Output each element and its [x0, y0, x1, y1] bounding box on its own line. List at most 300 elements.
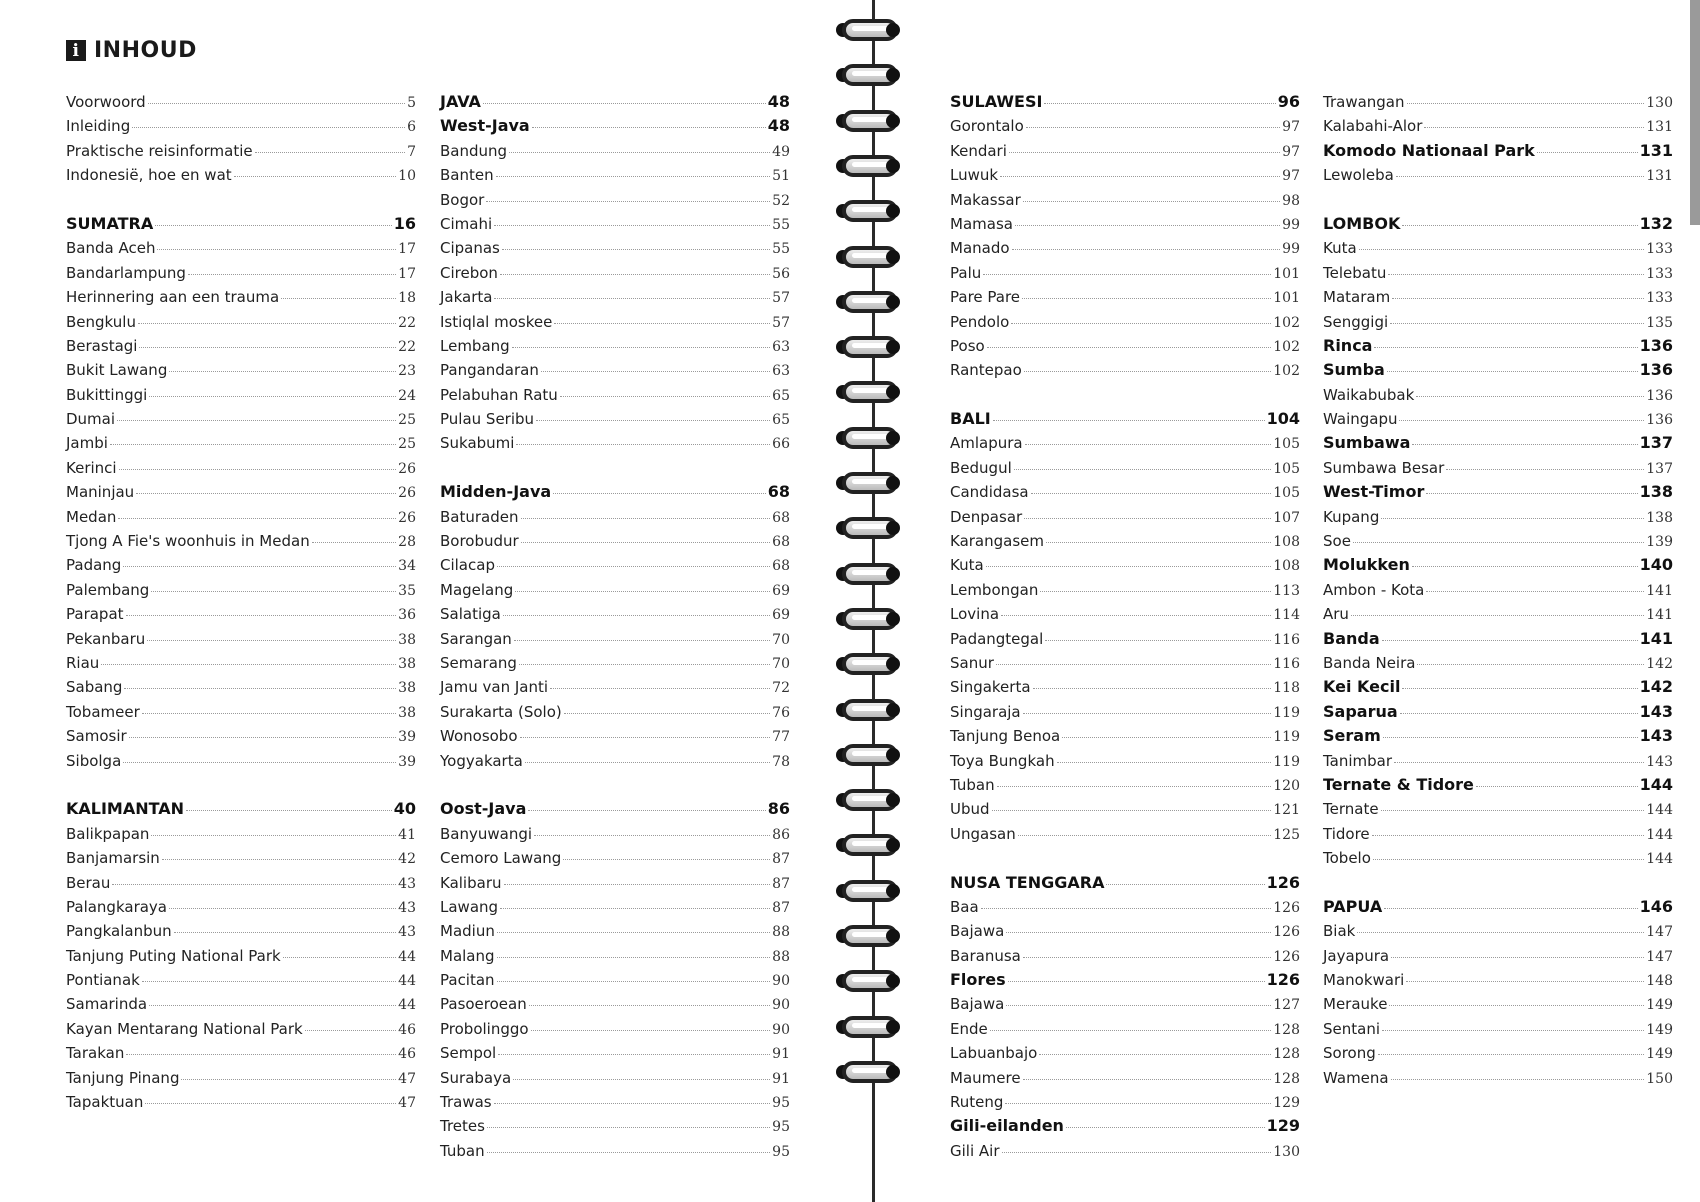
- toc-entry[interactable]: [66, 407, 416, 431]
- toc-entry-title: Kerinci: [66, 458, 117, 477]
- dot-leader: [142, 981, 396, 982]
- dot-leader: [1387, 371, 1638, 372]
- toc-entry[interactable]: [1323, 846, 1673, 870]
- toc-entry[interactable]: [440, 334, 790, 358]
- dot-leader: [169, 908, 396, 909]
- toc-entry-page: 129: [1273, 1095, 1300, 1112]
- toc-entry[interactable]: [66, 919, 416, 943]
- toc-entry[interactable]: [950, 139, 1300, 163]
- toc-entry-title: Pasoeroean: [440, 995, 527, 1014]
- toc-entry-title: Sumbawa: [1323, 433, 1411, 453]
- toc-section-heading[interactable]: [1323, 627, 1673, 651]
- toc-entry[interactable]: [1323, 651, 1673, 675]
- toc-entry-title: Banda: [1323, 628, 1380, 648]
- toc-entry[interactable]: [1323, 919, 1673, 943]
- binding-ring: [836, 199, 908, 225]
- toc-entry[interactable]: [66, 602, 416, 626]
- dot-leader: [1044, 103, 1275, 104]
- toc-section-heading[interactable]: [950, 968, 1300, 992]
- toc-section-heading[interactable]: [1323, 773, 1673, 797]
- toc-entry[interactable]: [440, 895, 790, 919]
- toc-entry[interactable]: [950, 919, 1300, 943]
- toc-entry[interactable]: [950, 334, 1300, 358]
- toc-entry-page: 104: [1266, 409, 1300, 429]
- toc-entry[interactable]: [66, 285, 416, 309]
- toc-entry-page: 121: [1273, 802, 1300, 819]
- toc-entry[interactable]: [66, 651, 416, 675]
- toc-entry-page: 66: [772, 436, 790, 453]
- toc-entry[interactable]: [66, 310, 416, 334]
- toc-entry[interactable]: [440, 992, 790, 1016]
- toc-entry[interactable]: [950, 310, 1300, 334]
- toc-section-heading[interactable]: [440, 797, 790, 821]
- toc-entry[interactable]: [66, 968, 416, 992]
- toc-entry[interactable]: [440, 1041, 790, 1065]
- toc-entry-title: Pacitan: [440, 971, 495, 990]
- toc-entry[interactable]: [950, 749, 1300, 773]
- toc-section-heading[interactable]: [1323, 431, 1673, 455]
- toc-entry-title: Pangkalanbun: [66, 922, 172, 941]
- toc-entry-title: Karangasem: [950, 532, 1044, 551]
- toc-entry[interactable]: [1323, 456, 1673, 480]
- toc-entry-page: 6: [407, 119, 416, 136]
- binding-ring: [836, 924, 908, 950]
- toc-entry-page: 133: [1646, 290, 1673, 307]
- dot-leader: [541, 371, 770, 372]
- dot-leader: [494, 298, 770, 299]
- toc-entry-page: 147: [1646, 924, 1673, 941]
- toc-entry[interactable]: [66, 553, 416, 577]
- toc-section-heading[interactable]: [1323, 212, 1673, 236]
- toc-entry[interactable]: [440, 871, 790, 895]
- toc-section-heading[interactable]: [1323, 553, 1673, 577]
- dot-leader: [1066, 1127, 1265, 1128]
- toc-entry-page: 144: [1639, 774, 1673, 794]
- toc-entry-title: Singaraja: [950, 702, 1021, 721]
- toc-entry[interactable]: [950, 724, 1300, 748]
- toc-entry[interactable]: [1323, 310, 1673, 334]
- dot-leader: [503, 615, 770, 616]
- toc-entry[interactable]: [66, 675, 416, 699]
- dot-leader: [497, 566, 770, 567]
- toc-entry[interactable]: [950, 480, 1300, 504]
- toc-section-heading[interactable]: [1323, 895, 1673, 919]
- toc-entry[interactable]: [440, 944, 790, 968]
- toc-entry[interactable]: [1323, 602, 1673, 626]
- toc-entry[interactable]: [1323, 261, 1673, 285]
- spiral-binding: [836, 0, 916, 1202]
- toc-entry[interactable]: [440, 407, 790, 431]
- toc-entry[interactable]: [440, 505, 790, 529]
- toc-entry-title: Cilacap: [440, 556, 495, 575]
- toc-entry-page: 26: [398, 509, 416, 526]
- toc-entry[interactable]: [950, 675, 1300, 699]
- toc-entry-page: 131: [1639, 140, 1673, 160]
- dot-leader: [521, 542, 770, 543]
- binding-ring: [836, 245, 908, 271]
- toc-section-heading[interactable]: [950, 871, 1300, 895]
- toc-entry[interactable]: [1323, 1041, 1673, 1065]
- toc-entry[interactable]: [950, 261, 1300, 285]
- toc-entry-page: 126: [1266, 970, 1300, 990]
- toc-entry-page: 90: [772, 1021, 790, 1038]
- toc-entry-title: Rantepao: [950, 361, 1022, 380]
- toc-entry-title: Oost-Java: [440, 799, 527, 819]
- dot-leader: [1022, 298, 1271, 299]
- toc-entry-page: 99: [1282, 216, 1300, 233]
- toc-entry-page: 116: [1273, 631, 1300, 648]
- toc-entry-title: Telebatu: [1323, 263, 1387, 282]
- toc-entry-title: Dumai: [66, 410, 116, 429]
- toc-entry[interactable]: [950, 895, 1300, 919]
- toc-entry-title: Luwuk: [950, 166, 999, 185]
- toc-entry[interactable]: [66, 1041, 416, 1065]
- toc-entry-page: 136: [1646, 387, 1673, 404]
- toc-entry-page: 148: [1646, 973, 1673, 990]
- toc-entry-title: Kayan Mentarang National Park: [66, 1019, 303, 1038]
- toc-entry[interactable]: [440, 163, 790, 187]
- toc-entry-page: 105: [1273, 485, 1300, 502]
- toc-entry-page: 57: [772, 290, 790, 307]
- toc-entry-title: Bajawa: [950, 995, 1005, 1014]
- toc-entry[interactable]: [440, 651, 790, 675]
- page-title-text: INHOUD: [94, 38, 197, 63]
- toc-entry[interactable]: [66, 383, 416, 407]
- toc-entry-title: SUMATRA: [66, 213, 154, 233]
- toc-entry-page: 141: [1646, 607, 1673, 624]
- toc-entry[interactable]: [1323, 529, 1673, 553]
- toc-entry[interactable]: [950, 529, 1300, 553]
- toc-entry[interactable]: [440, 1139, 790, 1163]
- toc-entry[interactable]: [66, 480, 416, 504]
- toc-entry[interactable]: [66, 334, 416, 358]
- toc-entry[interactable]: [440, 578, 790, 602]
- toc-entry-page: 128: [1273, 1070, 1300, 1087]
- toc-entry-title: Trawas: [440, 1093, 492, 1112]
- toc-entry[interactable]: [66, 749, 416, 773]
- dot-leader: [1407, 103, 1645, 104]
- toc-entry[interactable]: [950, 212, 1300, 236]
- toc-entry[interactable]: [950, 188, 1300, 212]
- toc-entry[interactable]: [1323, 163, 1673, 187]
- toc-entry-page: 17: [398, 265, 416, 282]
- dot-leader: [126, 615, 397, 616]
- toc-entry-title: Banda Neira: [1323, 653, 1416, 672]
- dot-leader: [1023, 957, 1271, 958]
- toc-entry-page: 131: [1646, 168, 1673, 185]
- toc-entry[interactable]: [66, 992, 416, 1016]
- toc-entry-page: 39: [398, 753, 416, 770]
- toc-entry-title: Lawang: [440, 897, 499, 916]
- toc-section-heading[interactable]: [950, 90, 1300, 114]
- toc-entry[interactable]: [1323, 285, 1673, 309]
- toc-section-heading[interactable]: [1323, 334, 1673, 358]
- toc-entry[interactable]: [440, 822, 790, 846]
- toc-entry[interactable]: [440, 846, 790, 870]
- toc-entry-title: Tarakan: [66, 1044, 125, 1063]
- toc-entry[interactable]: [440, 749, 790, 773]
- toc-entry[interactable]: [440, 212, 790, 236]
- toc-entry-page: 17: [398, 241, 416, 258]
- toc-entry[interactable]: [66, 139, 416, 163]
- toc-entry[interactable]: [440, 919, 790, 943]
- toc-entry[interactable]: [950, 114, 1300, 138]
- toc-entry-title: Jayapura: [1323, 946, 1390, 965]
- toc-entry[interactable]: [1323, 236, 1673, 260]
- toc-entry[interactable]: [440, 310, 790, 334]
- dot-leader: [1106, 884, 1264, 885]
- toc-entry[interactable]: [950, 602, 1300, 626]
- toc-entry[interactable]: [440, 602, 790, 626]
- toc-entry[interactable]: [1323, 797, 1673, 821]
- toc-entry[interactable]: [66, 1017, 416, 1041]
- toc-entry[interactable]: [1323, 822, 1673, 846]
- toc-entry[interactable]: [950, 358, 1300, 382]
- toc-entry-page: 52: [772, 192, 790, 209]
- toc-entry-title: Medan: [66, 507, 117, 526]
- toc-entry[interactable]: [950, 822, 1300, 846]
- toc-entry[interactable]: [440, 724, 790, 748]
- toc-entry[interactable]: [440, 675, 790, 699]
- dot-leader: [1378, 1054, 1645, 1055]
- dot-leader: [305, 1030, 396, 1031]
- toc-entry[interactable]: [440, 139, 790, 163]
- toc-section-heading[interactable]: [66, 797, 416, 821]
- toc-entry-title: Waingapu: [1323, 410, 1398, 429]
- toc-entry[interactable]: [1323, 90, 1673, 114]
- dot-leader: [502, 249, 770, 250]
- toc-entry[interactable]: [66, 846, 416, 870]
- toc-entry-page: 128: [1273, 1046, 1300, 1063]
- toc-entry[interactable]: [66, 505, 416, 529]
- toc-entry-page: 138: [1646, 509, 1673, 526]
- dot-leader: [1402, 688, 1637, 689]
- toc-entry[interactable]: [1323, 383, 1673, 407]
- toc-entry[interactable]: [950, 797, 1300, 821]
- toc-entry[interactable]: [440, 236, 790, 260]
- toc-entry[interactable]: [440, 431, 790, 455]
- toc-entry[interactable]: [1323, 749, 1673, 773]
- toc-entry[interactable]: [66, 456, 416, 480]
- toc-entry-title: Ubud: [950, 800, 990, 819]
- toc-entry-title: Tobelo: [1323, 849, 1371, 868]
- toc-entry[interactable]: [66, 90, 416, 114]
- toc-section-heading[interactable]: [950, 407, 1300, 431]
- toc-section-heading[interactable]: [1323, 724, 1673, 748]
- binding-ring: [836, 562, 908, 588]
- dot-leader: [1359, 249, 1645, 250]
- toc-entry[interactable]: [950, 1017, 1300, 1041]
- toc-entry-title: Ternate & Tidore: [1323, 774, 1474, 794]
- binding-ring: [836, 879, 908, 905]
- toc-entry[interactable]: [66, 358, 416, 382]
- toc-entry[interactable]: [950, 1041, 1300, 1065]
- toc-entry[interactable]: [950, 773, 1300, 797]
- toc-entry[interactable]: [1323, 968, 1673, 992]
- toc-entry[interactable]: [950, 431, 1300, 455]
- toc-entry[interactable]: [66, 236, 416, 260]
- toc-entry[interactable]: [440, 1114, 790, 1138]
- toc-entry-title: Denpasar: [950, 507, 1023, 526]
- toc-entry[interactable]: [66, 578, 416, 602]
- dot-leader: [550, 688, 770, 689]
- toc-section-heading[interactable]: [1323, 358, 1673, 382]
- toc-section-heading[interactable]: [1323, 700, 1673, 724]
- toc-entry[interactable]: [440, 553, 790, 577]
- dot-leader: [1402, 225, 1637, 226]
- toc-section-heading[interactable]: [950, 1114, 1300, 1138]
- toc-entry-title: Amlapura: [950, 434, 1023, 453]
- toc-entry[interactable]: [440, 1066, 790, 1090]
- dot-leader: [534, 835, 770, 836]
- toc-entry[interactable]: [440, 1090, 790, 1114]
- toc-entry-title: Cirebon: [440, 263, 498, 282]
- toc-entry-page: 119: [1273, 753, 1300, 770]
- toc-entry[interactable]: [440, 358, 790, 382]
- toc-section-heading[interactable]: [440, 114, 790, 138]
- toc-entry-title: BALI: [950, 409, 991, 429]
- toc-entry[interactable]: [66, 261, 416, 285]
- toc-entry[interactable]: [440, 383, 790, 407]
- toc-entry-page: 39: [398, 729, 416, 746]
- toc-entry[interactable]: [440, 700, 790, 724]
- toc-entry-title: Makassar: [950, 190, 1021, 209]
- toc-entry-title: Rinca: [1323, 335, 1373, 355]
- toc-section-heading[interactable]: [440, 90, 790, 114]
- toc-entry[interactable]: [66, 724, 416, 748]
- toc-entry[interactable]: [1323, 578, 1673, 602]
- toc-entry[interactable]: [440, 968, 790, 992]
- toc-entry[interactable]: [950, 505, 1300, 529]
- binding-ring: [836, 335, 908, 361]
- toc-entry[interactable]: [950, 236, 1300, 260]
- toc-entry-page: 97: [1282, 143, 1300, 160]
- toc-entry[interactable]: [66, 895, 416, 919]
- toc-section-heading[interactable]: [1323, 480, 1673, 504]
- dot-leader: [521, 518, 771, 519]
- toc-entry[interactable]: [66, 944, 416, 968]
- toc-entry-page: 35: [398, 582, 416, 599]
- dot-leader: [1353, 542, 1644, 543]
- toc-column-2: [440, 90, 790, 1188]
- dot-leader: [520, 737, 771, 738]
- toc-entry[interactable]: [1323, 505, 1673, 529]
- toc-entry[interactable]: [950, 700, 1300, 724]
- toc-section-heading[interactable]: [1323, 139, 1673, 163]
- toc-group: [1323, 90, 1673, 188]
- toc-entry[interactable]: [440, 1017, 790, 1041]
- toc-entry[interactable]: [950, 627, 1300, 651]
- toc-entry[interactable]: [950, 1139, 1300, 1163]
- dot-leader: [1399, 420, 1644, 421]
- dot-leader: [553, 493, 766, 494]
- toc-entry[interactable]: [950, 1090, 1300, 1114]
- toc-entry[interactable]: [440, 261, 790, 285]
- toc-entry-page: 136: [1639, 360, 1673, 380]
- toc-section-heading[interactable]: [440, 480, 790, 504]
- toc-entry[interactable]: [66, 627, 416, 651]
- dot-leader: [529, 1005, 770, 1006]
- toc-entry[interactable]: [1323, 407, 1673, 431]
- toc-entry-title: Senggigi: [1323, 312, 1389, 331]
- toc-entry[interactable]: [66, 1066, 416, 1090]
- toc-entry-page: 7: [407, 143, 416, 160]
- toc-entry-page: 146: [1639, 896, 1673, 916]
- toc-entry-title: Kuta: [1323, 239, 1357, 258]
- toc-entry-title: JAVA: [440, 92, 481, 111]
- toc-entry[interactable]: [66, 529, 416, 553]
- toc-entry[interactable]: [66, 822, 416, 846]
- toc-entry[interactable]: [440, 188, 790, 212]
- dot-leader: [1351, 615, 1644, 616]
- toc-entry-page: 34: [398, 558, 416, 575]
- toc-entry-page: 78: [772, 753, 790, 770]
- toc-entry-page: 150: [1646, 1070, 1673, 1087]
- toc-entry[interactable]: [1323, 1066, 1673, 1090]
- toc-entry-page: 68: [767, 482, 790, 502]
- toc-entry[interactable]: [950, 285, 1300, 309]
- toc-entry-title: Sukabumi: [440, 434, 515, 453]
- dot-leader: [1412, 566, 1638, 567]
- toc-entry[interactable]: [950, 456, 1300, 480]
- toc-entry[interactable]: [66, 871, 416, 895]
- dot-leader: [536, 420, 770, 421]
- toc-entry[interactable]: [440, 627, 790, 651]
- toc-entry-title: Voorwoord: [66, 93, 146, 111]
- toc-entry-page: 136: [1646, 412, 1673, 429]
- toc-entry[interactable]: [66, 1090, 416, 1114]
- toc-entry[interactable]: [440, 529, 790, 553]
- toc-entry-page: 133: [1646, 265, 1673, 282]
- toc-entry-title: Tanimbar: [1323, 751, 1393, 770]
- toc-entry[interactable]: [66, 114, 416, 138]
- dot-leader: [514, 640, 770, 641]
- toc-entry[interactable]: [950, 1066, 1300, 1090]
- toc-entry-title: West-Java: [440, 116, 530, 136]
- toc-section-heading[interactable]: [66, 212, 416, 236]
- toc-entry[interactable]: [1323, 114, 1673, 138]
- toc-entry[interactable]: [950, 992, 1300, 1016]
- toc-entry-page: 142: [1639, 677, 1673, 697]
- toc-entry[interactable]: [950, 578, 1300, 602]
- dot-leader: [142, 713, 396, 714]
- toc-entry-page: 91: [772, 1046, 790, 1063]
- toc-entry-page: 143: [1639, 701, 1673, 721]
- dot-leader: [112, 884, 396, 885]
- toc-entry-page: 43: [398, 899, 416, 916]
- toc-entry[interactable]: [1323, 944, 1673, 968]
- toc-entry[interactable]: [66, 163, 416, 187]
- toc-entry-title: Palembang: [66, 580, 150, 599]
- toc-entry[interactable]: [1323, 1017, 1673, 1041]
- toc-entry[interactable]: [950, 163, 1300, 187]
- toc-entry-page: 144: [1646, 802, 1673, 819]
- toc-entry[interactable]: [1323, 992, 1673, 1016]
- toc-entry[interactable]: [66, 700, 416, 724]
- toc-entry-title: Sarangan: [440, 629, 512, 648]
- dot-leader: [147, 640, 396, 641]
- toc-entry[interactable]: [66, 431, 416, 455]
- toc-entry[interactable]: [950, 651, 1300, 675]
- toc-entry[interactable]: [440, 285, 790, 309]
- dot-leader: [1381, 810, 1645, 811]
- toc-entry-title: Bajawa: [950, 922, 1005, 941]
- toc-entry-title: West-Timor: [1323, 482, 1425, 502]
- toc-entry[interactable]: [950, 553, 1300, 577]
- toc-section-heading[interactable]: [1323, 675, 1673, 699]
- toc-entry[interactable]: [950, 944, 1300, 968]
- toc-entry-title: Tuban: [950, 775, 995, 794]
